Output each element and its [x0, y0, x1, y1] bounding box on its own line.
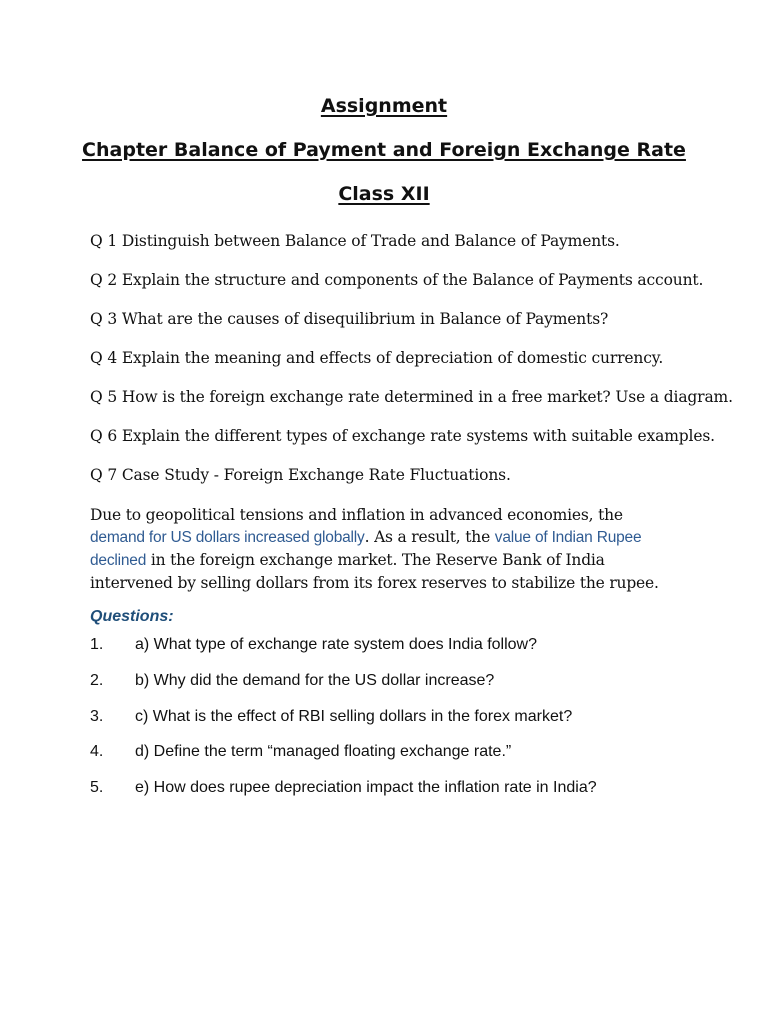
question-2: Q 2 Explain the structure and components of the Balance of Payments account. [90, 271, 704, 289]
question-7: Q 7 Case Study - Foreign Exchange Rate Fluctuations. [90, 466, 511, 484]
sub-question-number: 5. [90, 779, 104, 796]
sub-question-3 [90, 708, 690, 726]
case-highlight-demand: demand for US dollars increased globally [90, 529, 365, 546]
sub-question-text: b) Why did the demand for the US dollar increase? [135, 672, 495, 689]
question-5: Q 5 How is the foreign exchange rate determined in a free market? Use a diagram. [90, 388, 733, 406]
case-highlight-rupee: value of Indian Rupee declined [90, 529, 642, 569]
questions-label: Questions: [90, 608, 174, 625]
sub-question-4 [90, 743, 690, 761]
sub-question-2 [90, 672, 690, 690]
sub-question-text: a) What type of exchange rate system does India follow? [135, 636, 537, 653]
sub-question-text: e) How does rupee depreciation impact the inflation rate in India? [135, 779, 597, 796]
question-6: Q 6 Explain the different types of exchange rate systems with suitable examples. [90, 427, 715, 445]
chapter-title: Chapter Balance of Payment and Foreign Exchange Rate [82, 139, 686, 161]
sub-question-number: 2. [90, 672, 104, 689]
question-1: Q 1 Distinguish between Balance of Trade and Balance of Payments. [90, 232, 620, 250]
sub-question-number: 1. [90, 636, 104, 653]
page-title: Assignment [320, 95, 448, 117]
sub-question-number: 3. [90, 708, 104, 725]
case-text-2: . As a result, the [364, 528, 495, 546]
question-4: Q 4 Explain the meaning and effects of depreciation of domestic currency. [90, 349, 664, 367]
case-text-3: in the foreign exchange market. The Reserve Bank of India intervened by selling dollars from its forex reserves to stabilize the rupee. [90, 551, 659, 592]
sub-question-number: 4. [90, 743, 104, 760]
sub-question-text: c) What is the effect of RBI selling dollars in the forex market? [135, 708, 573, 725]
case-text-1: Due to geopolitical tensions and inflation in advanced economies, the [90, 506, 623, 524]
case-study-paragraph [90, 504, 682, 594]
class-title: Class XII [338, 183, 430, 205]
sub-question-5 [90, 779, 690, 797]
sub-question-1 [90, 636, 690, 654]
sub-question-text: d) Define the term “managed floating exchange rate.” [135, 743, 512, 760]
question-3: Q 3 What are the causes of disequilibrium in Balance of Payments? [90, 310, 609, 328]
